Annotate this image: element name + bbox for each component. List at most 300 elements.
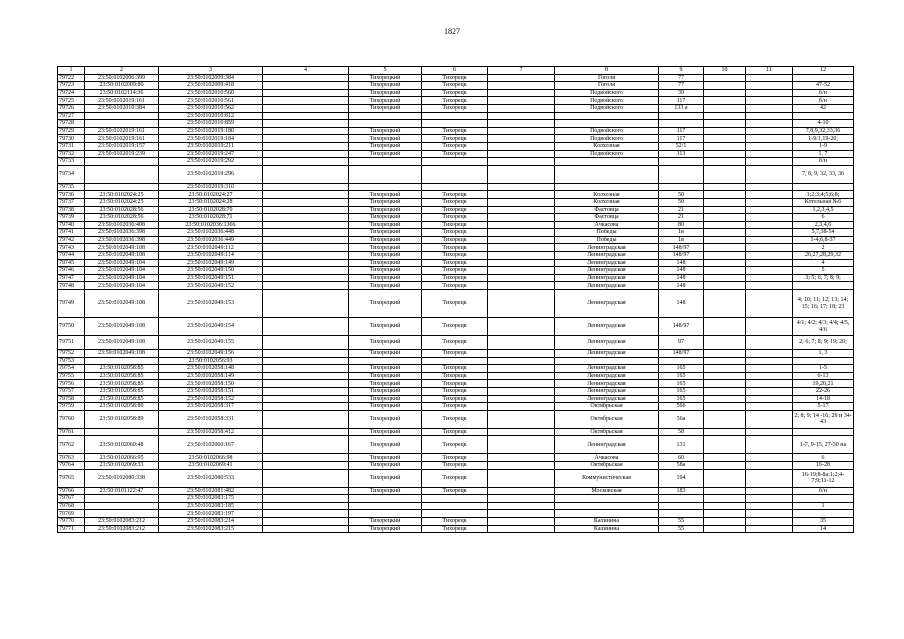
cell-col-11 — [746, 517, 793, 525]
cell-col-6: Тихорецк — [422, 461, 488, 469]
cell-col-5 — [349, 183, 422, 191]
cell-col-9 — [659, 112, 704, 120]
table-row — [58, 357, 854, 365]
cell-col-1: 79751 — [58, 336, 85, 350]
cell-col-3: 23:50:0102081:482 — [159, 487, 263, 495]
cell-col-11 — [746, 229, 793, 237]
cell-col-6: Тихорецк — [422, 89, 488, 97]
cell-col-10 — [704, 214, 746, 222]
cell-col-3: 23:50:0102049:155 — [159, 336, 263, 350]
cell-col-10 — [704, 290, 746, 318]
cell-col-2: 23:50:0102036:408 — [85, 221, 159, 229]
cell-col-3: 23:50:0102049:151 — [159, 274, 263, 282]
cell-col-1: 79764 — [58, 461, 85, 469]
cell-col-4 — [263, 428, 349, 436]
cell-col-10 — [704, 74, 746, 82]
cell-col-3: 23:50:0102058:152 — [159, 395, 263, 403]
cell-col-5: Тихорецкий — [349, 104, 422, 112]
cell-col-6: Тихорецк — [422, 259, 488, 267]
cell-col-10 — [704, 282, 746, 290]
cell-col-9: 58 — [659, 428, 704, 436]
cell-col-9: 148 — [659, 274, 704, 282]
table-row — [58, 206, 854, 214]
cell-col-7 — [488, 410, 555, 428]
cell-col-12: 14 — [793, 525, 854, 533]
cell-col-4 — [263, 236, 349, 244]
cell-col-2: 23:50:0102080:338 — [85, 469, 159, 487]
cell-col-7 — [488, 510, 555, 518]
table-row — [58, 89, 854, 97]
cell-col-7 — [488, 267, 555, 275]
table-row — [58, 517, 854, 525]
table-row — [58, 191, 854, 199]
cell-col-9: 77 — [659, 74, 704, 82]
table-row — [58, 461, 854, 469]
cell-col-11 — [746, 74, 793, 82]
cell-col-2: 23:50:0102024:25 — [85, 191, 159, 199]
cell-col-9: 165 — [659, 395, 704, 403]
cell-col-8: Победы — [555, 236, 659, 244]
cell-col-9: 1в — [659, 229, 704, 237]
cell-col-11 — [746, 127, 793, 135]
cell-col-11 — [746, 206, 793, 214]
cell-col-7 — [488, 142, 555, 150]
cell-col-6: Тихорецк — [422, 74, 488, 82]
cell-col-10 — [704, 350, 746, 358]
cell-col-4 — [263, 165, 349, 183]
cell-col-6: Тихорецк — [422, 135, 488, 143]
cell-col-1: 79745 — [58, 259, 85, 267]
cell-col-7 — [488, 282, 555, 290]
cell-col-6: Тихорецк — [422, 525, 488, 533]
cell-col-5 — [349, 158, 422, 166]
cell-col-2: 23:50:0102019:239 — [85, 150, 159, 158]
table-row — [58, 150, 854, 158]
cell-col-7 — [488, 454, 555, 462]
cell-col-2: 23:50:0102049:108 — [85, 290, 159, 318]
cell-col-2 — [85, 165, 159, 183]
cell-col-9: 77 — [659, 82, 704, 90]
cell-col-10 — [704, 142, 746, 150]
cell-col-7 — [488, 135, 555, 143]
cell-col-5 — [349, 510, 422, 518]
cell-col-1: 79763 — [58, 454, 85, 462]
table-row — [58, 365, 854, 373]
cell-col-6: Тихорецк — [422, 290, 488, 318]
cell-col-4 — [263, 112, 349, 120]
table-row — [58, 142, 854, 150]
cell-col-2: 23:50:0102058:85 — [85, 388, 159, 396]
cell-col-2: 23:50:0102028:56 — [85, 206, 159, 214]
cell-col-7 — [488, 89, 555, 97]
cell-col-4 — [263, 214, 349, 222]
cell-col-5: Тихорецкий — [349, 198, 422, 206]
cell-col-6: Тихорецк — [422, 372, 488, 380]
cell-col-4 — [263, 350, 349, 358]
cell-col-9: 183 — [659, 487, 704, 495]
cell-col-11 — [746, 372, 793, 380]
cell-col-4 — [263, 461, 349, 469]
cell-col-10 — [704, 267, 746, 275]
cell-col-7 — [488, 236, 555, 244]
table-row — [58, 267, 854, 275]
table-row — [58, 120, 854, 128]
table-row — [58, 259, 854, 267]
table-row — [58, 525, 854, 533]
cell-col-5: Тихорецкий — [349, 89, 422, 97]
cell-col-2 — [85, 112, 159, 120]
cell-col-12 — [793, 357, 854, 365]
cell-col-2 — [85, 120, 159, 128]
cell-col-3: 23:50:0102058:331 — [159, 410, 263, 428]
column-number-5: 5 — [349, 67, 422, 75]
cell-col-10 — [704, 336, 746, 350]
cell-col-9: 55 — [659, 525, 704, 533]
cell-col-8: Ленинградская — [555, 318, 659, 336]
cell-col-8: Подвойского — [555, 97, 659, 105]
cell-col-12: 7,8,9,32,33,36 — [793, 127, 854, 135]
cell-col-6: Тихорецк — [422, 380, 488, 388]
cell-col-3: 23:50:0102069:41 — [159, 461, 263, 469]
cell-col-8: Ленинградская — [555, 244, 659, 252]
cell-col-10 — [704, 97, 746, 105]
cell-col-12: 2 — [793, 244, 854, 252]
cell-col-12: 35 — [793, 517, 854, 525]
cell-col-12: 14-18 — [793, 395, 854, 403]
cell-col-9: 131 — [659, 436, 704, 454]
cell-col-4 — [263, 198, 349, 206]
cell-col-10 — [704, 236, 746, 244]
cell-col-10 — [704, 502, 746, 510]
cell-col-4 — [263, 229, 349, 237]
cell-col-9: 165 — [659, 372, 704, 380]
cell-col-9: 21 — [659, 214, 704, 222]
table-row — [58, 282, 854, 290]
cell-col-8 — [555, 495, 659, 503]
cell-col-10 — [704, 380, 746, 388]
cell-col-8: Колхозная — [555, 142, 659, 150]
cell-col-10 — [704, 372, 746, 380]
cell-col-6: Тихорецк — [422, 214, 488, 222]
cell-col-2: 23:50:0102058:89 — [85, 410, 159, 428]
cell-col-10 — [704, 318, 746, 336]
table-row — [58, 469, 854, 487]
table-row — [58, 436, 854, 454]
cell-col-1: 79748 — [58, 282, 85, 290]
cell-col-12: 3; 5; 6; 7; 8; 9; — [793, 274, 854, 282]
cell-col-8: Победы — [555, 229, 659, 237]
cell-col-3: 23:50:0102010:560 — [159, 89, 263, 97]
cell-col-11 — [746, 502, 793, 510]
cell-col-11 — [746, 89, 793, 97]
cell-col-8: Подвойского — [555, 89, 659, 97]
cell-col-3: 23:50:0102024:28 — [159, 198, 263, 206]
cell-col-3: 23:50:0102036:1366 — [159, 221, 263, 229]
cell-col-11 — [746, 428, 793, 436]
cell-col-6: Тихорецк — [422, 487, 488, 495]
cell-col-11 — [746, 274, 793, 282]
cell-col-1: 79726 — [58, 104, 85, 112]
cell-col-10 — [704, 104, 746, 112]
cell-col-10 — [704, 274, 746, 282]
cell-col-7 — [488, 525, 555, 533]
cell-col-2 — [85, 183, 159, 191]
cell-col-2: 23:50:0102006:399 — [85, 74, 159, 82]
cell-col-11 — [746, 495, 793, 503]
cell-col-9: 148/97 — [659, 252, 704, 260]
cell-col-7 — [488, 97, 555, 105]
register-table-body — [58, 67, 854, 533]
cell-col-11 — [746, 252, 793, 260]
cell-col-1: 79746 — [58, 267, 85, 275]
cell-col-2: 23:50:0102058:85 — [85, 372, 159, 380]
cell-col-8: Ленинградская — [555, 388, 659, 396]
cell-col-12: 6 — [793, 454, 854, 462]
table-row — [58, 428, 854, 436]
cell-col-11 — [746, 365, 793, 373]
cell-col-5: Тихорецкий — [349, 350, 422, 358]
cell-col-4 — [263, 142, 349, 150]
register-table — [57, 66, 854, 533]
cell-col-5: Тихорецкий — [349, 436, 422, 454]
cell-col-7 — [488, 388, 555, 396]
cell-col-9 — [659, 357, 704, 365]
cell-col-1: 79737 — [58, 198, 85, 206]
cell-col-12: б/н — [793, 97, 854, 105]
cell-col-11 — [746, 357, 793, 365]
cell-col-10 — [704, 252, 746, 260]
cell-col-10 — [704, 487, 746, 495]
cell-col-4 — [263, 436, 349, 454]
table-row — [58, 158, 854, 166]
table-row — [58, 290, 854, 318]
column-number-2: 2 — [85, 67, 159, 75]
cell-col-11 — [746, 97, 793, 105]
cell-col-6: Тихорецк — [422, 82, 488, 90]
cell-col-5: Тихорецкий — [349, 469, 422, 487]
cell-col-3: 23:50:0102083:214 — [159, 517, 263, 525]
cell-col-9: 1в — [659, 236, 704, 244]
table-row — [58, 74, 854, 82]
cell-col-1: 79754 — [58, 365, 85, 373]
cell-col-3: 23:50:0102058:412 — [159, 428, 263, 436]
cell-col-12 — [793, 428, 854, 436]
cell-col-1: 79756 — [58, 380, 85, 388]
cell-col-3: 23:50:0102049:156 — [159, 350, 263, 358]
cell-col-10 — [704, 112, 746, 120]
cell-col-7 — [488, 428, 555, 436]
cell-col-7 — [488, 150, 555, 158]
cell-col-12: 1;2;3;4;5;6;8; — [793, 191, 854, 199]
column-number-4: 4 — [263, 67, 349, 75]
cell-col-5: Тихорецкий — [349, 428, 422, 436]
cell-col-11 — [746, 454, 793, 462]
cell-col-6: Тихорецк — [422, 395, 488, 403]
cell-col-3: 23:50:0102049:153 — [159, 290, 263, 318]
cell-col-4 — [263, 158, 349, 166]
cell-col-11 — [746, 267, 793, 275]
cell-col-7 — [488, 469, 555, 487]
cell-col-8 — [555, 183, 659, 191]
cell-col-9 — [659, 183, 704, 191]
cell-col-7 — [488, 221, 555, 229]
cell-col-8: Ленинградская — [555, 267, 659, 275]
cell-col-9: 148 — [659, 267, 704, 275]
cell-col-12: 26,27,28,29,32 — [793, 252, 854, 260]
cell-col-3: 23:50:0102019:247 — [159, 150, 263, 158]
cell-col-5: Тихорецкий — [349, 206, 422, 214]
cell-col-3: 23:50:0102058:150 — [159, 380, 263, 388]
cell-col-2: 23:50:0102024:25 — [85, 198, 159, 206]
cell-col-7 — [488, 502, 555, 510]
cell-col-12: б/н — [793, 158, 854, 166]
cell-col-11 — [746, 525, 793, 533]
cell-col-5: Тихорецкий — [349, 142, 422, 150]
cell-col-1: 79744 — [58, 252, 85, 260]
cell-col-5: Тихорецкий — [349, 318, 422, 336]
cell-col-1: 79766 — [58, 487, 85, 495]
cell-col-5: Тихорецкий — [349, 127, 422, 135]
cell-col-4 — [263, 318, 349, 336]
cell-col-9: 60 — [659, 454, 704, 462]
cell-col-10 — [704, 89, 746, 97]
cell-col-1: 79747 — [58, 274, 85, 282]
cell-col-10 — [704, 244, 746, 252]
cell-col-12 — [793, 183, 854, 191]
cell-col-11 — [746, 158, 793, 166]
cell-col-7 — [488, 517, 555, 525]
cell-col-9: 55 — [659, 517, 704, 525]
column-number-7: 7 — [488, 67, 555, 75]
cell-col-5: Тихорецкий — [349, 372, 422, 380]
cell-col-7 — [488, 82, 555, 90]
cell-col-6 — [422, 357, 488, 365]
cell-col-4 — [263, 372, 349, 380]
cell-col-3: 23:50:0102058:151 — [159, 388, 263, 396]
cell-col-8: Московская — [555, 487, 659, 495]
cell-col-6 — [422, 120, 488, 128]
cell-col-8: Фастовца — [555, 206, 659, 214]
cell-col-5: Тихорецкий — [349, 380, 422, 388]
cell-col-1: 79769 — [58, 510, 85, 518]
cell-col-11 — [746, 142, 793, 150]
cell-col-5: Тихорецкий — [349, 214, 422, 222]
cell-col-2: 23:50:0102049:108 — [85, 318, 159, 336]
cell-col-12: б/н — [793, 89, 854, 97]
cell-col-3: 23:50:0102010:859 — [159, 120, 263, 128]
cell-col-5: Тихорецкий — [349, 454, 422, 462]
cell-col-7 — [488, 104, 555, 112]
cell-col-6: Тихорецк — [422, 282, 488, 290]
cell-col-2: 23:50:0102019:157 — [85, 142, 159, 150]
cell-col-4 — [263, 191, 349, 199]
cell-col-11 — [746, 290, 793, 318]
cell-col-6: Тихорецк — [422, 198, 488, 206]
cell-col-8: Подвойского — [555, 150, 659, 158]
cell-col-3: 23:50:0102019:310 — [159, 183, 263, 191]
table-row — [58, 388, 854, 396]
cell-col-2 — [85, 357, 159, 365]
cell-col-4 — [263, 410, 349, 428]
cell-col-3: 23:50:0102049:149 — [159, 259, 263, 267]
cell-col-2: 23:50:0102069:33 — [85, 461, 159, 469]
cell-col-2: 23:50:0102019:161 — [85, 127, 159, 135]
cell-col-1: 79768 — [58, 502, 85, 510]
cell-col-3: 23:50:0102024:27 — [159, 191, 263, 199]
cell-col-12: 1-4,6,8-37 — [793, 236, 854, 244]
cell-col-11 — [746, 198, 793, 206]
cell-col-6 — [422, 165, 488, 183]
cell-col-4 — [263, 510, 349, 518]
cell-col-5: Тихорецкий — [349, 252, 422, 260]
cell-col-3: 23:50:0102083:185 — [159, 502, 263, 510]
cell-col-11 — [746, 221, 793, 229]
cell-col-11 — [746, 403, 793, 411]
cell-col-9: 117 — [659, 127, 704, 135]
cell-col-9: 148/97 — [659, 244, 704, 252]
cell-col-12 — [793, 112, 854, 120]
cell-col-11 — [746, 214, 793, 222]
cell-col-12: 4 — [793, 259, 854, 267]
cell-col-9: 165 — [659, 365, 704, 373]
cell-col-9: 117 — [659, 97, 704, 105]
cell-col-8: Ленинградская — [555, 395, 659, 403]
cell-col-6: Тихорецк — [422, 350, 488, 358]
cell-col-6: Тихорецк — [422, 236, 488, 244]
cell-col-5 — [349, 502, 422, 510]
cell-col-3: 23:50:0102080:533 — [159, 469, 263, 487]
cell-col-2: 23:50:0102049:104 — [85, 274, 159, 282]
cell-col-6: Тихорецк — [422, 365, 488, 373]
cell-col-11 — [746, 135, 793, 143]
cell-col-6: Тихорецк — [422, 388, 488, 396]
cell-col-9: 52/1 — [659, 142, 704, 150]
table-row — [58, 410, 854, 428]
cell-col-2: 23:50:0102058:85 — [85, 365, 159, 373]
cell-col-8: Ленинградская — [555, 259, 659, 267]
cell-col-10 — [704, 259, 746, 267]
cell-col-5: Тихорецкий — [349, 267, 422, 275]
cell-col-10 — [704, 410, 746, 428]
cell-col-4 — [263, 183, 349, 191]
cell-col-8 — [555, 112, 659, 120]
cell-col-2: 23:50:0102049:108 — [85, 252, 159, 260]
cell-col-2 — [85, 428, 159, 436]
cell-col-4 — [263, 89, 349, 97]
cell-col-2 — [85, 495, 159, 503]
cell-col-1: 79749 — [58, 290, 85, 318]
cell-col-11 — [746, 165, 793, 183]
cell-col-1: 79765 — [58, 469, 85, 487]
cell-col-11 — [746, 388, 793, 396]
table-row — [58, 372, 854, 380]
cell-col-4 — [263, 487, 349, 495]
cell-col-12: 2,3,4,6 — [793, 221, 854, 229]
cell-col-3: 23:50:0102009:418 — [159, 82, 263, 90]
cell-col-7 — [488, 436, 555, 454]
cell-col-7 — [488, 191, 555, 199]
cell-col-7 — [488, 290, 555, 318]
cell-col-2: 23:50:0102083:212 — [85, 525, 159, 533]
cell-col-8 — [555, 158, 659, 166]
cell-col-3: 23:50:0102010:562 — [159, 104, 263, 112]
page-number: 1827 — [444, 27, 460, 36]
table-row — [58, 112, 854, 120]
cell-col-9: 39 — [659, 89, 704, 97]
cell-col-9: 117 — [659, 135, 704, 143]
cell-col-10 — [704, 403, 746, 411]
cell-col-1: 79762 — [58, 436, 85, 454]
